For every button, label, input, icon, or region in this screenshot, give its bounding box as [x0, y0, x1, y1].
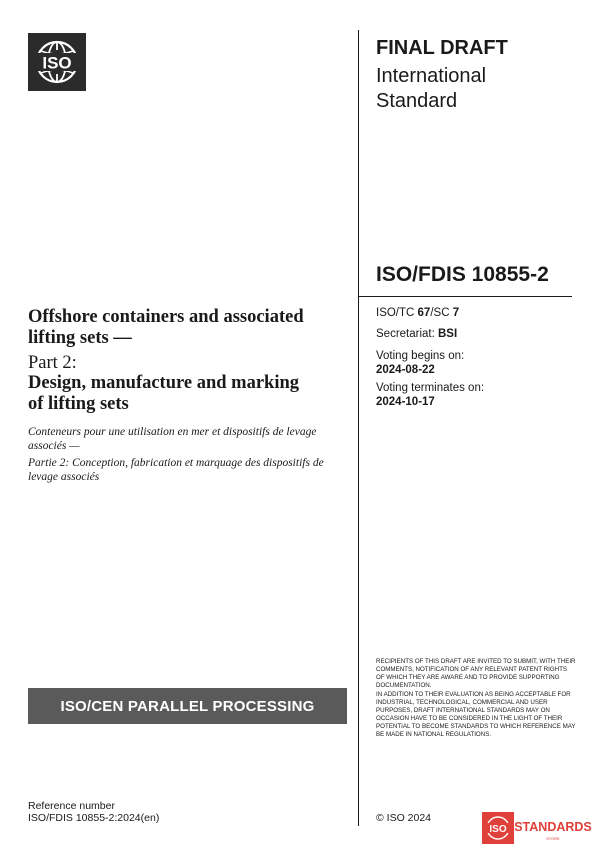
- notice-paragraph-1: RECIPIENTS OF THIS DRAFT ARE INVITED TO SUBMIT, WITH THEIR COMMENTS, NOTIFICATION OF ANY RELEVANT PATENT RIGHTS OF WHICH THEY ARE AWARE AND TO PROVIDE SUPPORTING DOCUMENTATION.: [376, 658, 576, 689]
- reference-value: ISO/FDIS 10855-2:2024(en): [28, 812, 160, 824]
- document-type: [376, 64, 566, 114]
- main-title-line2: lifting sets —: [28, 328, 132, 348]
- standards-store-badge[interactable]: [482, 812, 592, 844]
- committee-sep: /SC: [430, 307, 453, 319]
- document-number: ISO/FDIS 10855-2: [376, 263, 549, 286]
- voting-terminates-label: Voting terminates on:: [376, 382, 485, 394]
- store-iso-text: ISO: [489, 824, 507, 835]
- part-title-line1: Design, manufacture and marking: [28, 373, 300, 393]
- document-type-line2: Standard: [376, 90, 458, 112]
- main-title: [28, 307, 348, 349]
- part-label: Part 2:: [28, 353, 77, 373]
- main-title-line1: Offshore containers and associated: [28, 307, 304, 327]
- notice-paragraph-2: IN ADDITION TO THEIR EVALUATION AS BEING ACCEPTABLE FOR INDUSTRIAL, TECHNOLOGICAL, COMMERCIAL AND USER PURPOSES, DRAFT INTERNATIONAL STANDARDS MAY ON OCCASION HAVE TO BE CONSIDERED IN THE LIGHT OF THEIR POTENTIAL TO BECOME STANDARDS TO WHICH REFERENCE MAY BE MADE IN NATIONAL REGULATIONS.: [376, 691, 576, 738]
- copyright: © ISO 2024: [376, 812, 432, 824]
- part-title-line2: of lifting sets: [28, 394, 129, 414]
- parallel-processing-banner: ISO/CEN PARALLEL PROCESSING: [28, 688, 347, 724]
- french-part-title: Partie 2: Conception, fabrication et marquage des dispositifs de levage associés: [28, 457, 324, 483]
- reference-number: [28, 800, 159, 824]
- french-main-title: Conteneurs pour une utilisation en mer et dispositifs de levage associés —: [28, 426, 317, 452]
- voting-begins-value: 2024-08-22: [376, 364, 435, 376]
- committee-prefix: ISO/TC: [376, 307, 418, 319]
- vertical-divider: [358, 30, 359, 826]
- iso-globe-icon: [28, 33, 86, 91]
- horizontal-divider: [358, 296, 572, 297]
- draft-status: FINAL DRAFT: [376, 37, 508, 59]
- standards-store-logo: [482, 812, 592, 844]
- iso-logo-text: ISO: [42, 53, 72, 73]
- committee: [376, 306, 459, 320]
- voting-terminates-value: 2024-10-17: [376, 396, 435, 408]
- store-sub-text: STORE: [546, 836, 560, 841]
- secretariat: [376, 327, 457, 341]
- reference-label: Reference number: [28, 800, 115, 812]
- voting-begins-label: Voting begins on:: [376, 350, 465, 362]
- committee-sc: 7: [452, 307, 460, 319]
- secretariat-label: Secretariat:: [376, 328, 438, 340]
- iso-logo: [28, 33, 86, 91]
- document-type-line1: International: [376, 65, 487, 87]
- store-standards-text: STANDARDS: [514, 820, 592, 834]
- committee-tc: 67: [417, 307, 431, 319]
- voting-begins: [376, 349, 464, 377]
- voting-terminates: [376, 381, 484, 409]
- secretariat-value: BSI: [438, 328, 458, 340]
- part-title: [28, 373, 348, 415]
